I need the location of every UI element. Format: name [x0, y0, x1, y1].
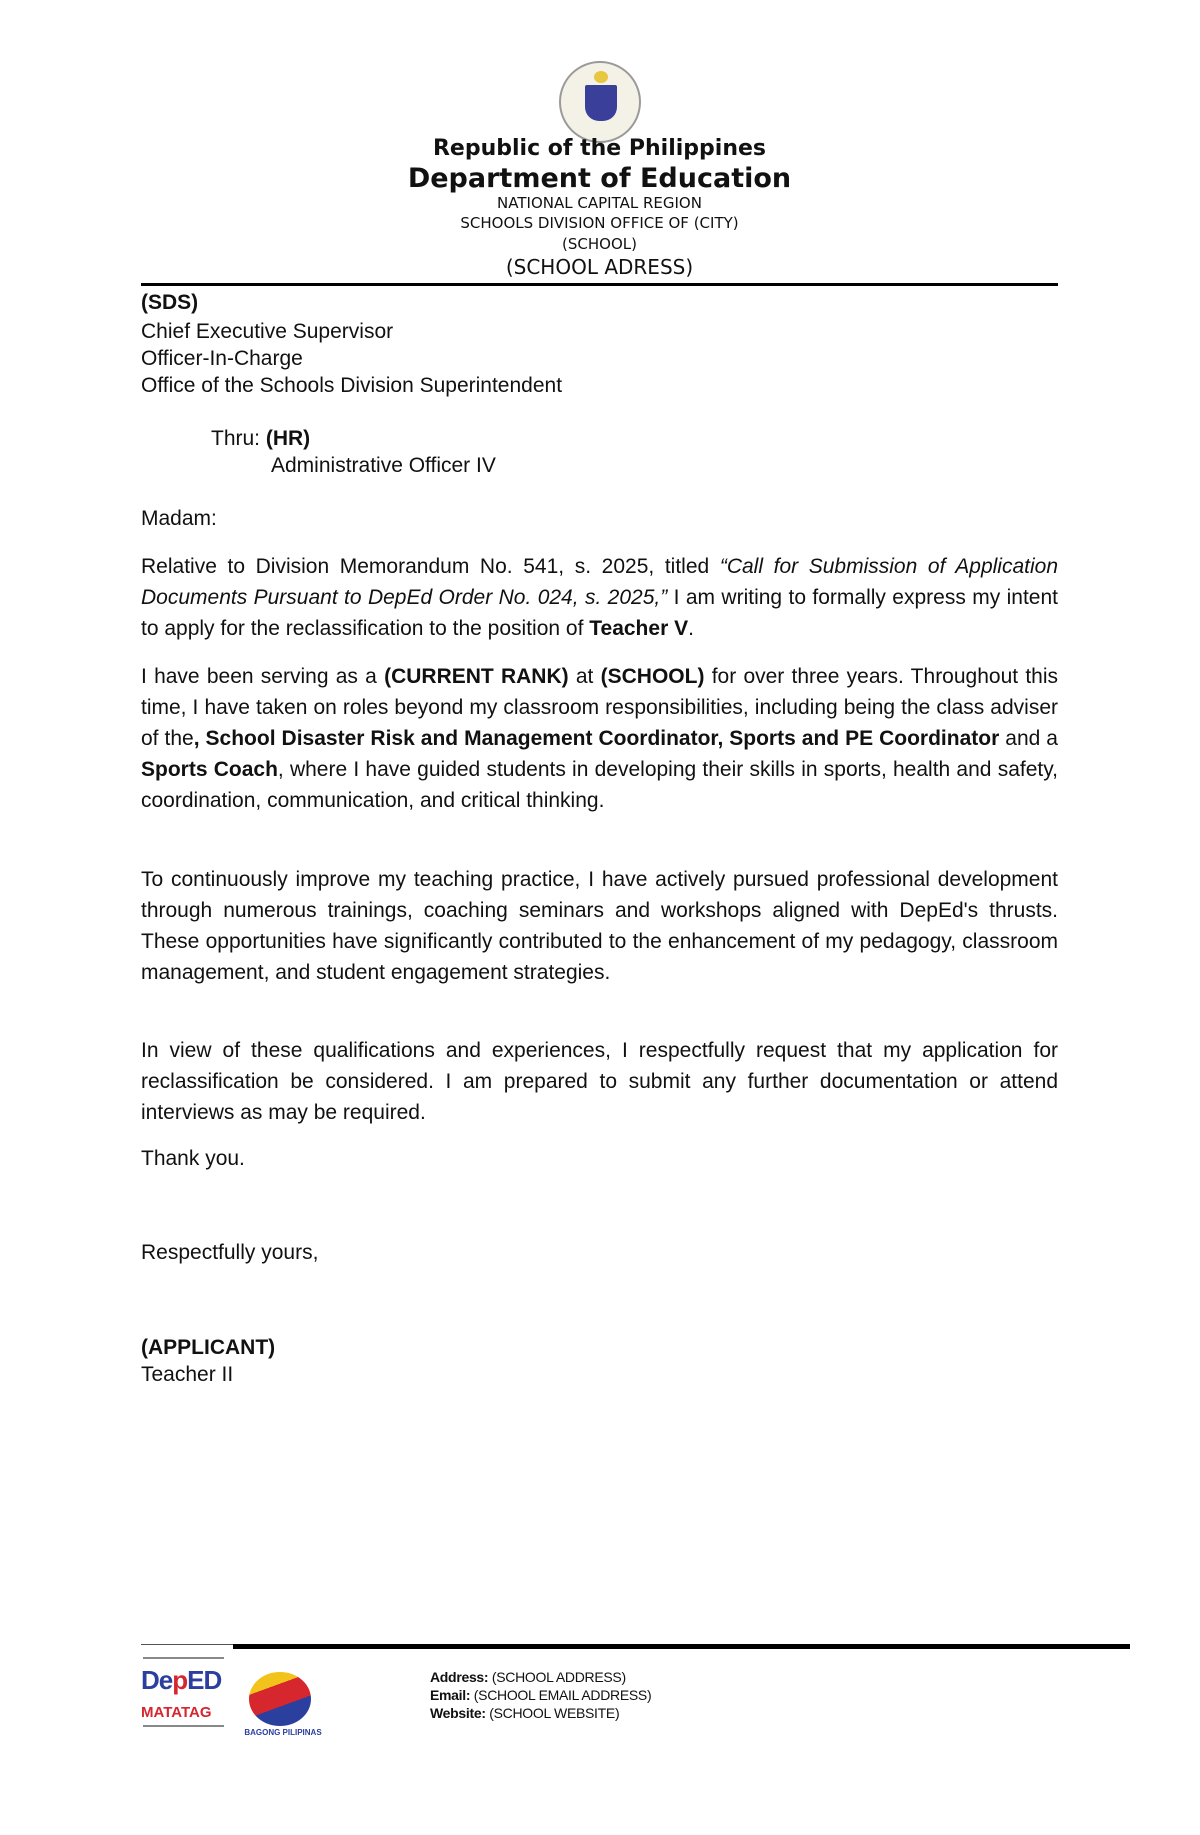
division-heading: SCHOOLS DIVISION OFFICE OF (CITY) [460, 214, 739, 232]
footer-email [430, 1686, 651, 1704]
website-value: (SCHOOL WEBSITE) [485, 1705, 620, 1721]
address-value: (SCHOOL ADDRESS) [488, 1669, 626, 1685]
thanks: Thank you. [141, 1147, 245, 1170]
footer-thin-line [141, 1644, 233, 1645]
coach-role: Sports Coach [141, 758, 278, 781]
region-heading: NATIONAL CAPITAL REGION [497, 194, 702, 212]
bagong-pilipinas-logo: BAGONG PILIPINAS [243, 1660, 323, 1740]
footer-address [430, 1668, 626, 1686]
paragraph-2 [141, 661, 1058, 816]
text: at [568, 665, 601, 688]
text: I am writing to formally express my intent to apply for the reclassification to the position of [141, 586, 1058, 640]
recipient-line: Officer-In-Charge [141, 347, 303, 370]
position: Teacher V [589, 617, 689, 640]
republic-heading: Republic of the Philippines [432, 136, 767, 161]
paragraph-4: In view of these qualifications and experiences, I respectfully request that my application for reclassification be considered. I am prepared to submit any further documentation or attend interviews as may be required. [141, 1039, 1058, 1124]
recipient-name: (SDS) [141, 291, 199, 314]
footer-divider [233, 1644, 1130, 1649]
school-heading: (SCHOOL) [562, 235, 637, 253]
text: and a [999, 727, 1058, 750]
text: Relative to Division Memorandum No. 541, s. 2025, titled [141, 555, 720, 578]
thru-name: (HR) [265, 427, 311, 450]
email-value: (SCHOOL EMAIL ADDRESS) [470, 1687, 652, 1703]
thru-title: Administrative Officer IV [271, 454, 496, 477]
department-heading: Department of Education [407, 163, 792, 194]
text: I have been serving as a [141, 665, 385, 688]
paragraph-1 [141, 551, 1058, 644]
paragraph-3: To continuously improve my teaching practice, I have actively pursued professional development through numerous trainings, coaching seminars and workshops aligned with DepEd's thrusts. These opportunities have significantly contributed to the enhancement of my pedagogy, classroom management, and student engagement strategies. [141, 868, 1058, 984]
recipient-line: Chief Executive Supervisor [141, 320, 394, 343]
header-divider [141, 283, 1058, 286]
recipient-block [141, 287, 1058, 399]
school-address-heading: (SCHOOL ADRESS) [505, 255, 694, 279]
closing: Respectfully yours, [141, 1241, 319, 1264]
roles: , School Disaster Risk and Management Coordinator, Sports and PE Coordinator [193, 727, 1000, 750]
signatory-name: (APPLICANT) [141, 1336, 276, 1359]
deped-seal-logo [559, 61, 641, 143]
thru-label: Thru: [211, 427, 261, 450]
text: , where I have guided students in developing their skills in sports, health and safety, coordination, communication, and critical thinking. [141, 758, 1058, 812]
school: (SCHOOL) [600, 665, 705, 688]
current-rank: (CURRENT RANK) [384, 665, 569, 688]
website-label: Website: [430, 1705, 486, 1721]
recipient-line: Office of the Schools Division Superintendent [141, 374, 563, 397]
footer-website [430, 1704, 619, 1722]
text: . [688, 617, 694, 640]
email-label: Email: [430, 1687, 471, 1703]
memo-title: “Call for Submission of Application Documents Pursuant to DepEd Order No. 024, s. 2025,” [141, 555, 1058, 609]
address-label: Address: [430, 1669, 489, 1685]
salutation: Madam: [141, 507, 217, 530]
text: for over three years. Throughout this time, I have taken on roles beyond my classroom responsibilities, including being the class adviser of the [141, 665, 1059, 750]
deped-matatag-logo: DepED MATATAG [141, 1657, 226, 1739]
signatory-title: Teacher II [141, 1363, 234, 1386]
